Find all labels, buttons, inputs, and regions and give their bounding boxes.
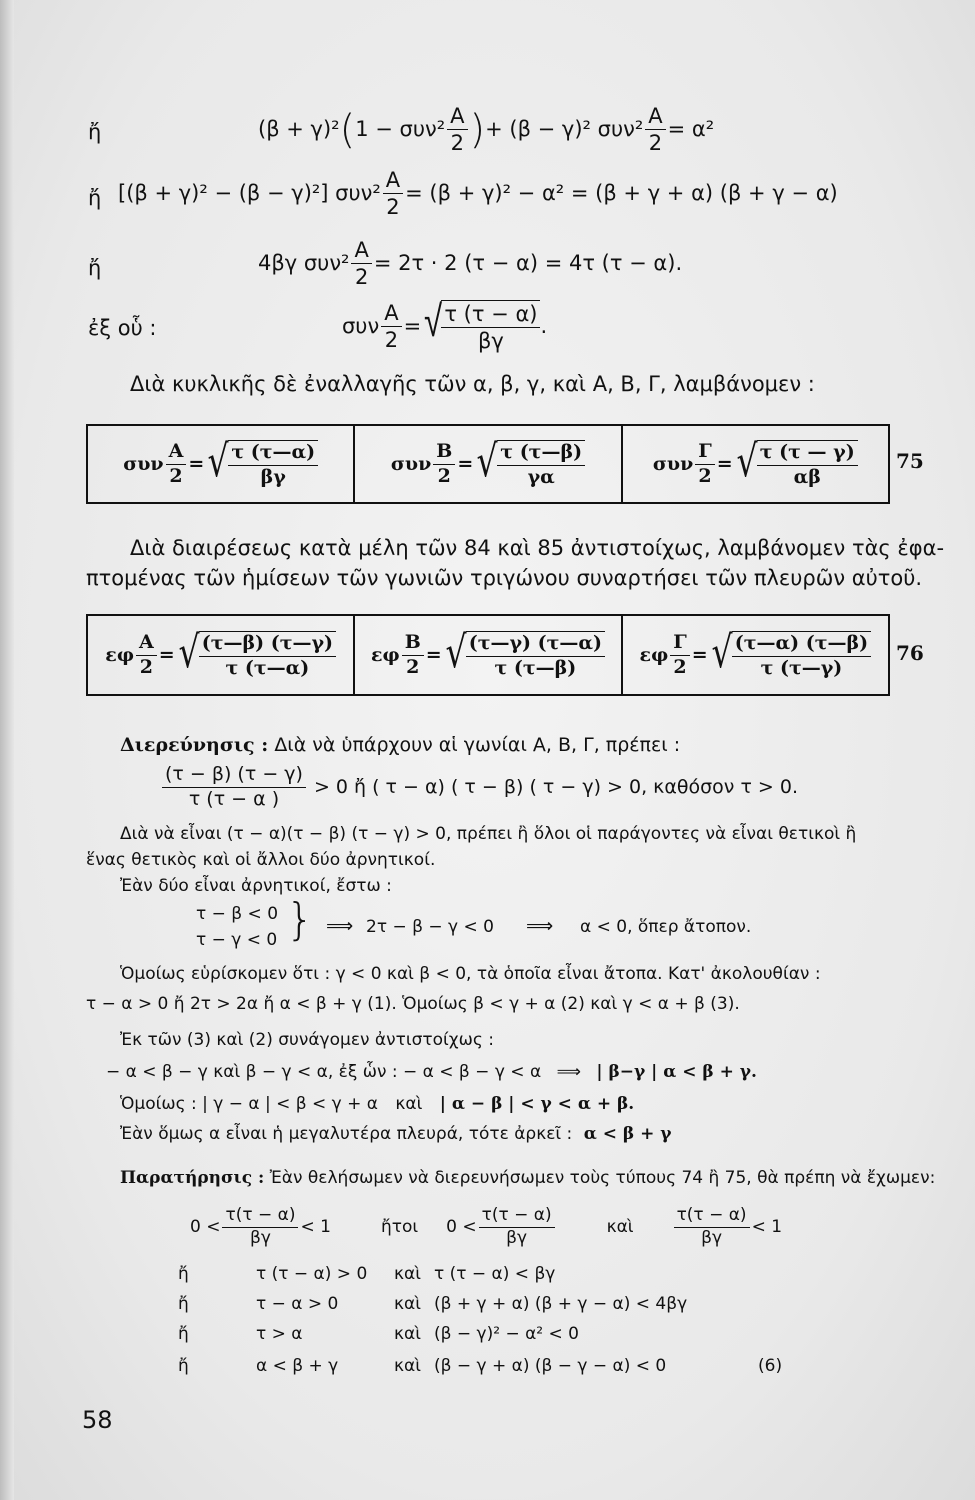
remark-row-2-right: (β + γ + α) (β + γ − α) < 4βγ <box>434 1294 688 1314</box>
cos-half-B-cell: συν $\frac{B}{2}$ = √ $\frac{\tau (\tau—\beta)}{\gamma\alpha}$ <box>355 426 622 502</box>
equals-sign: = <box>403 314 422 339</box>
A-over-2: $\frac{A}{2}$ <box>383 168 403 219</box>
remark-row-1-right: τ (τ − α) < βγ <box>434 1264 556 1284</box>
from-3-and-2: Ἐκ τῶν (3) καὶ (2) συνάγομεν ἀντιστοίχως : <box>120 1030 494 1050</box>
discussion-condition: $\frac{(\tau - \beta) (\tau - \gamma)}{\tau (\tau - \alpha )}$ > 0 ἤ ( τ − α) ( τ − β) ( τ − γ) > 0, καθόσον τ > 0. <box>160 764 798 811</box>
if-two-negative: Ἐὰν δύο εἶναι ἀρνητικοί, ἔστω : <box>120 876 392 896</box>
square-root: √ $\frac{\tau (\tau — \gamma)}{\alpha\beta}$ <box>733 440 858 489</box>
top-line-3-lead: ἤ <box>88 256 102 280</box>
top-line-4-cos: συν <box>342 314 380 339</box>
remark-row-4-right: (β − γ + α) (β − γ − α) < 0 <box>434 1356 667 1376</box>
remark-row-4-lead: ἤ <box>178 1356 189 1376</box>
derivation-line: − α < β − γ καὶ β − γ < α, ἐξ ὧν : − α < β − γ < α ⟹ | β−γ | α < β + γ. <box>106 1062 757 1082</box>
left-paren: ( <box>339 106 356 153</box>
square-root: √ $\frac{\tau (\tau - \alpha)}{\beta\gamma}$ <box>421 300 540 353</box>
similarly-line-1: Ὁμοίως εὑρίσκομεν ὅτι : γ < 0 καὶ β < 0, τὰ ὁποῖα εἶναι ἄτοπα. Κατ' ἀκολουθίαν : <box>120 964 821 984</box>
implies-arrow-2: ⟹ <box>526 915 554 937</box>
equation-tag-6: (6) <box>758 1356 783 1376</box>
equation-number-76: 76 <box>896 641 924 665</box>
formula-box-75 <box>86 424 890 504</box>
remark-row-3-right: (β − γ)² − α² < 0 <box>434 1324 579 1344</box>
right-brace: } <box>286 894 314 945</box>
period: . <box>540 314 548 339</box>
remark-row-3-kai: καὶ <box>394 1324 421 1344</box>
implies-arrow-1: ⟹ <box>326 915 354 937</box>
tan-half-G-cell: εφ $\frac{\Gamma}{2}$ = √ $\frac{(\tau—\alpha) (\tau—\beta)}{\tau (\tau—\gamma)}$ <box>623 616 888 694</box>
top-line-2-lead: ἤ <box>88 186 102 210</box>
top-line-3 <box>258 238 682 289</box>
tan-half-B-cell: εφ $\frac{B}{2}$ = √ $\frac{(\tau—\gamma) (\tau—\alpha)}{\tau (\tau—\beta)}$ <box>355 616 622 694</box>
equation-number-75: 75 <box>896 449 924 473</box>
implication-2: α < 0, ὅπερ ἄτοπον. <box>580 917 752 937</box>
system-line-2: τ − γ < 0 <box>196 930 278 950</box>
remark-row-3-left: τ > α <box>256 1324 303 1344</box>
top-line-4-lead: ἐξ οὗ : <box>88 316 157 340</box>
top-line-1 <box>258 104 714 155</box>
formula-box-76 <box>86 614 890 696</box>
right-paren: ) <box>469 106 486 153</box>
remark-row-4-left: α < β + γ <box>256 1356 339 1376</box>
top-line-2-expr-a: [(β + γ)² − (β − γ)²] συν² <box>118 181 381 206</box>
top-line-2-end: = (β + γ)² − α² = (β + γ + α) (β + γ − α) <box>405 181 838 206</box>
cyclic-permutation-text: Διὰ κυκλικῆς δὲ ἐναλλαγῆς τῶν α, β, γ, καὶ Α, Β, Γ, λαμβάνομεν : <box>130 372 815 396</box>
remark-row-3-lead: ἤ <box>178 1324 189 1344</box>
similarly-line-2: τ − α > 0 ἤ 2τ > 2α ἤ α < β + γ (1). Ὁμοίως β < γ + α (2) καὶ γ < α + β (3). <box>86 994 740 1014</box>
remark-row-4-kai: καὶ <box>394 1356 421 1376</box>
remark-paragraph <box>120 1170 935 1187</box>
cos-half-G-cell: συν $\frac{\Gamma}{2}$ = √ $\frac{\tau (\tau — \gamma)}{\alpha\beta}$ <box>623 426 888 502</box>
division-text-line-2: πτομένας τῶν ἡμίσεων τῶν γωνιῶν τριγώνου συναρτήσει τῶν πλευρῶν αὐτοῦ. <box>86 566 923 590</box>
discussion-para-1-line-1: Διὰ νὰ εἶναι (τ − α)(τ − β) (τ − γ) > 0, πρέπει ἢ ὅλοι οἱ παράγοντες νὰ εἶναι θετικοὶ ἢ <box>120 824 857 844</box>
discussion-text: Διὰ νὰ ὑπάρχουν αἱ γωνίαι Α, Β, Γ, πρέπει : <box>274 734 681 756</box>
square-root: √ $\frac{\tau (\tau—\alpha)}{\beta\gamma}$ <box>204 440 318 489</box>
top-line-1-end: = α² <box>667 117 715 142</box>
cos-half-A-cell: συν $\frac{A}{2}$ = √ $\frac{\tau (\tau—\alpha)}{\beta\gamma}$ <box>88 426 355 502</box>
remark-row-1-left: τ (τ − α) > 0 <box>256 1264 368 1284</box>
remark-row-1-kai: καὶ <box>394 1264 421 1284</box>
largest-side-line: Ἐὰν ὅμως α εἶναι ἡ μεγαλυτέρα πλευρά, τότε ἀρκεῖ : α < β + γ <box>120 1124 672 1144</box>
discussion-label: Διερεύνησις : <box>120 734 269 756</box>
A-over-2: $\frac{A}{2}$ <box>645 104 665 155</box>
top-line-4 <box>342 296 548 354</box>
top-line-2 <box>118 168 838 219</box>
system-line-1: τ − β < 0 <box>196 904 279 924</box>
top-line-3-expr-a: 4βγ συν² <box>258 251 350 276</box>
square-root: √ $\frac{(\tau—\beta) (\tau—\gamma)}{\tau (\tau—\alpha)}$ <box>175 631 336 680</box>
tan-half-A-cell: εφ $\frac{A}{2}$ = √ $\frac{(\tau—\beta) (\tau—\gamma)}{\tau (\tau—\alpha)}$ <box>88 616 355 694</box>
discussion-paragraph <box>120 736 680 755</box>
top-line-3-end: = 2τ · 2 (τ − α) = 4τ (τ − α). <box>373 251 683 276</box>
top-line-1-expr-a: (β + γ)² <box>258 117 340 142</box>
A-over-2: $\frac{A}{2}$ <box>447 104 467 155</box>
remark-row-2-left: τ − α > 0 <box>256 1294 339 1314</box>
top-line-1-lead: ἤ <box>88 120 102 144</box>
remark-text: Ἐὰν θελήσωμεν νὰ διερευνήσωμεν τοὺς τύπους 74 ἢ 75, θὰ πρέπη νὰ ἔχωμεν: <box>269 1168 936 1188</box>
remark-row-1-lead: ἤ <box>178 1264 189 1284</box>
division-text-line-1: Διὰ διαιρέσεως κατὰ μέλη τῶν 84 καὶ 85 ἀντιστοίχως, λαμβάνομεν τὰς ἐφα- <box>130 536 945 560</box>
top-line-1-expr-b: + (β − γ)² συν² <box>485 117 644 142</box>
square-root: √ $\frac{(\tau—\alpha) (\tau—\beta)}{\tau (\tau—\gamma)}$ <box>708 631 871 680</box>
remark-label: Παρατήρησις : <box>120 1168 265 1188</box>
top-line-1-one-minus: 1 − συν² <box>355 117 446 142</box>
square-root: √ $\frac{(\tau—\gamma) (\tau—\alpha)}{\tau (\tau—\beta)}$ <box>442 631 605 680</box>
discussion-para-1-line-2: ἕνας θετικὸς καὶ οἱ ἄλλοι δύο ἀρνητικοί. <box>86 850 436 870</box>
remark-inequality: 0 < $\frac{\tau(\tau - \alpha)}{\beta\gamma}$ < 1 ἤτοι 0 < $\frac{\tau(\tau - \alpha)}{\beta\gamma}$ καὶ $\frac{\tau(\tau - \alpha)}{\beta\gamma}$ < 1 <box>190 1205 783 1248</box>
remark-row-2-lead: ἤ <box>178 1294 189 1314</box>
A-over-2: $\frac{A}{2}$ <box>381 301 401 352</box>
page-binding-edge <box>0 0 14 1500</box>
page-number: 58 <box>82 1406 113 1434</box>
square-root: √ $\frac{\tau (\tau—\beta)}{\gamma\alpha}$ <box>473 440 585 489</box>
A-over-2: $\frac{A}{2}$ <box>351 238 371 289</box>
implication-1: 2τ − β − γ < 0 <box>366 917 494 937</box>
likewise-line: Ὁμοίως : | γ − α | < β < γ + α καὶ | α − β | < γ < α + β. <box>120 1094 635 1114</box>
remark-row-2-kai: καὶ <box>394 1294 421 1314</box>
